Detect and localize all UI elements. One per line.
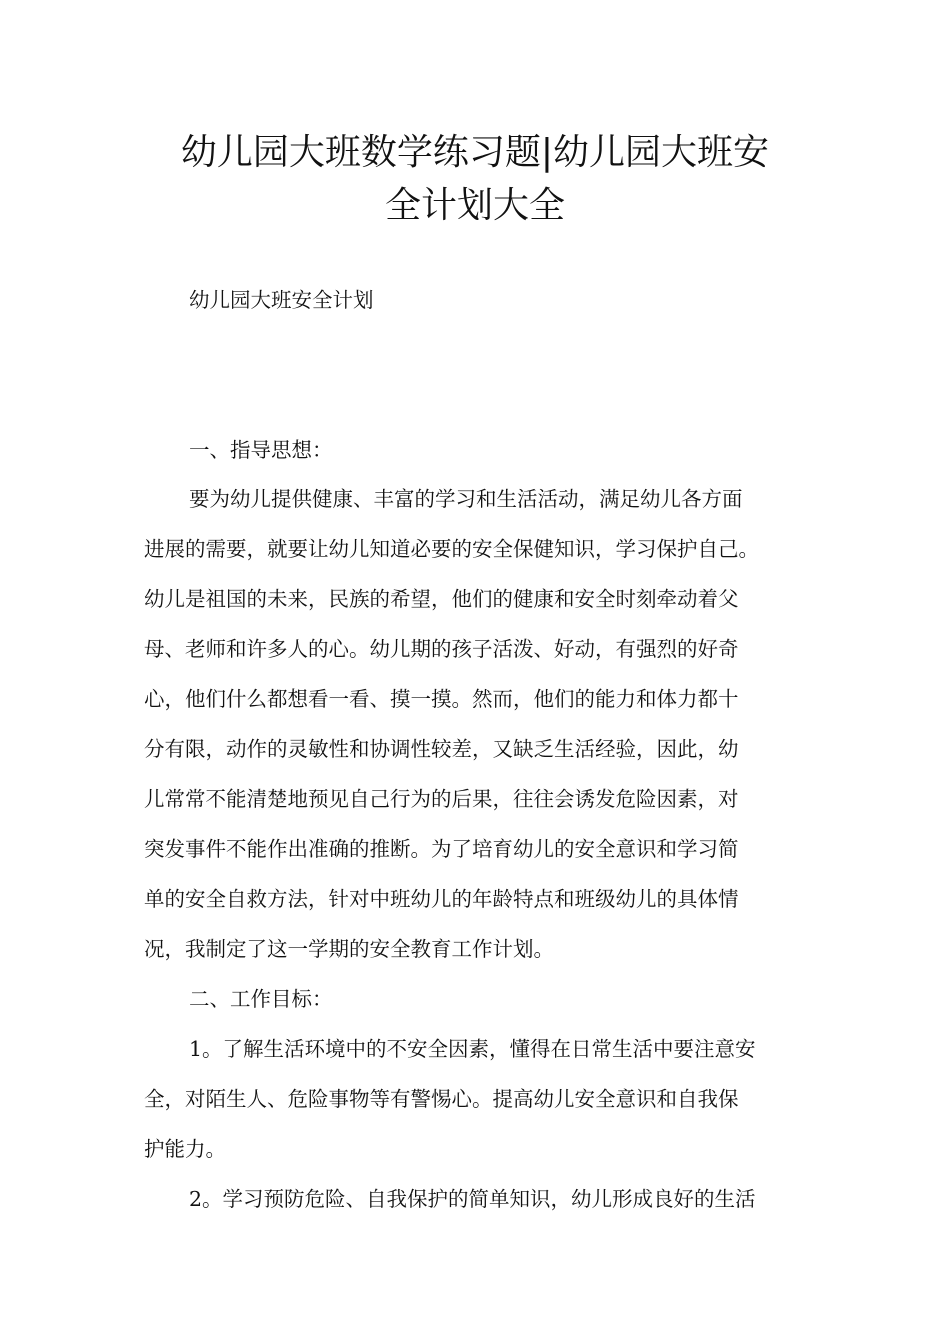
paragraph-line: 母、老师和许多人的心。幼儿期的孩子活泼、好动，有强烈的好奇 [144,637,739,661]
goal-item-2-line: 2。学习预防危险、自我保护的简单知识，幼儿形成良好的生活 [189,1187,756,1211]
goal-item-1-line: 全，对陌生人、危险事物等有警惕心。提高幼儿安全意识和自我保 [144,1087,739,1111]
paragraph-line: 分有限，动作的灵敏性和协调性较差，又缺乏生活经验，因此，幼 [144,737,739,761]
paragraph-line: 单的安全自救方法，针对中班幼儿的年龄特点和班级幼儿的具体情 [144,887,739,911]
section-heading-work-goals: 二、工作目标： [189,987,333,1011]
paragraph-line: 进展的需要，就要让幼儿知道必要的安全保健知识，学习保护自己。 [144,537,759,561]
section-heading-guiding-ideas: 一、指导思想： [189,438,333,462]
paragraph-line: 突发事件不能作出准确的推断。为了培育幼儿的安全意识和学习简 [144,837,739,861]
goal-item-1-line: 护能力。 [144,1137,226,1161]
goal-item-1-line: 1。了解生活环境中的不安全因素，懂得在日常生活中要注意安 [189,1037,756,1061]
paragraph-line: 幼儿是祖国的未来，民族的希望，他们的健康和安全时刻牵动着父 [144,587,739,611]
paragraph-line: 心，他们什么都想看一看、摸一摸。然而，他们的能力和体力都十 [144,687,739,711]
paragraph-line: 儿常常不能清楚地预见自己行为的后果，往往会诱发危险因素，对 [144,787,739,811]
paragraph-line: 况，我制定了这一学期的安全教育工作计划。 [144,937,554,961]
paragraph-line: 要为幼儿提供健康、丰富的学习和生活活动，满足幼儿各方面 [189,487,743,511]
document-subtitle: 幼儿园大班安全计划 [189,288,374,312]
document-title-line-1: 幼儿园大班数学练习题|幼儿园大班安 [180,132,770,173]
document-title-line-2: 全计划大全 [384,185,565,226]
